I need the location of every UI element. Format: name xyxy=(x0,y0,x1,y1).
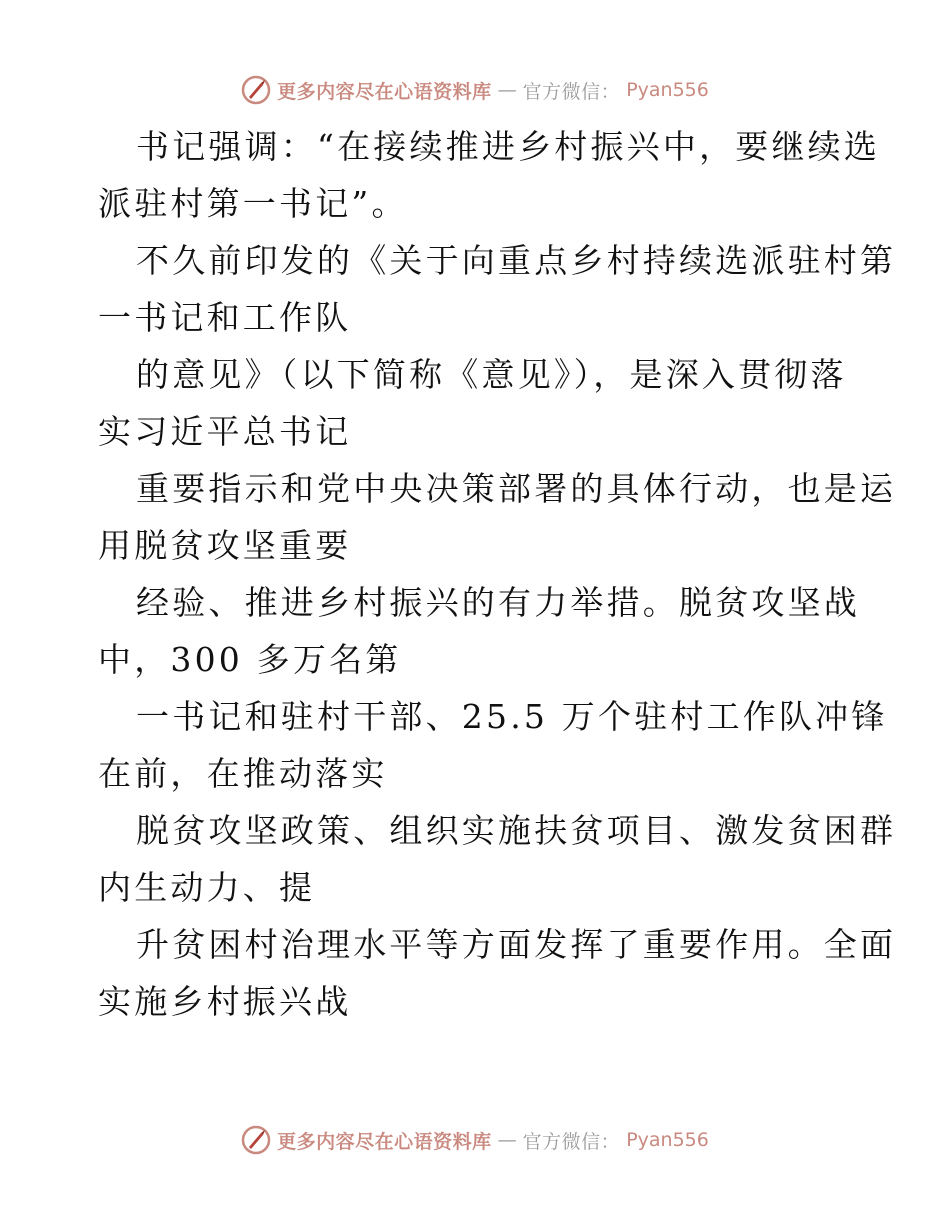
text-line: 在前，在推动落实 xyxy=(98,754,388,793)
footer-watermark xyxy=(0,1122,950,1158)
feather-pen-logo-icon xyxy=(241,75,271,105)
text-line: 派驻村第一书记”。 xyxy=(98,184,408,223)
text-line: 升贫困村治理水平等方面发挥了重要作用。全面 xyxy=(136,925,897,964)
text-line: 一书记和工作队 xyxy=(98,298,352,337)
text-line: 一书记和驻村干部、25.5 万个驻村工作队冲锋 xyxy=(136,697,888,736)
document-body xyxy=(98,118,897,1030)
watermark-suffix: 官方微信： xyxy=(522,80,621,103)
watermark-text: 更多内容尽在心语资料库 xyxy=(277,80,492,103)
text-line: 实习近平总书记 xyxy=(98,412,352,451)
text-line: 的意见》（以下简称《意见》），是深入贯彻落 xyxy=(136,355,847,394)
text-line: 用脱贫攻坚重要 xyxy=(98,526,352,565)
text-line: 中，300 多万名第 xyxy=(98,640,402,679)
feather-pen-logo-icon xyxy=(241,1125,271,1155)
text-line: 内生动力、提 xyxy=(98,868,316,907)
text-line: 书记强调：“在接续推进乡村振兴中，要继续选 xyxy=(136,127,881,166)
text-line: 实施乡村振兴战 xyxy=(98,982,352,1021)
text-line: 脱贫攻坚政策、组织实施扶贫项目、激发贫困群 xyxy=(136,811,897,850)
text-line: 不久前印发的《关于向重点乡村持续选派驻村第 xyxy=(136,241,897,280)
watermark-separator: — xyxy=(497,1129,517,1151)
watermark-wechat-id: Pyan556 xyxy=(626,79,709,101)
watermark-separator: — xyxy=(497,79,517,101)
watermark-wechat-id: Pyan556 xyxy=(626,1129,709,1151)
header-watermark xyxy=(0,72,950,108)
text-line: 重要指示和党中央决策部署的具体行动，也是运 xyxy=(136,469,897,508)
text-line: 经验、推进乡村振兴的有力举措。脱贫攻坚战 xyxy=(136,583,860,622)
watermark-suffix: 官方微信： xyxy=(522,1130,621,1153)
watermark-text: 更多内容尽在心语资料库 xyxy=(277,1130,492,1153)
